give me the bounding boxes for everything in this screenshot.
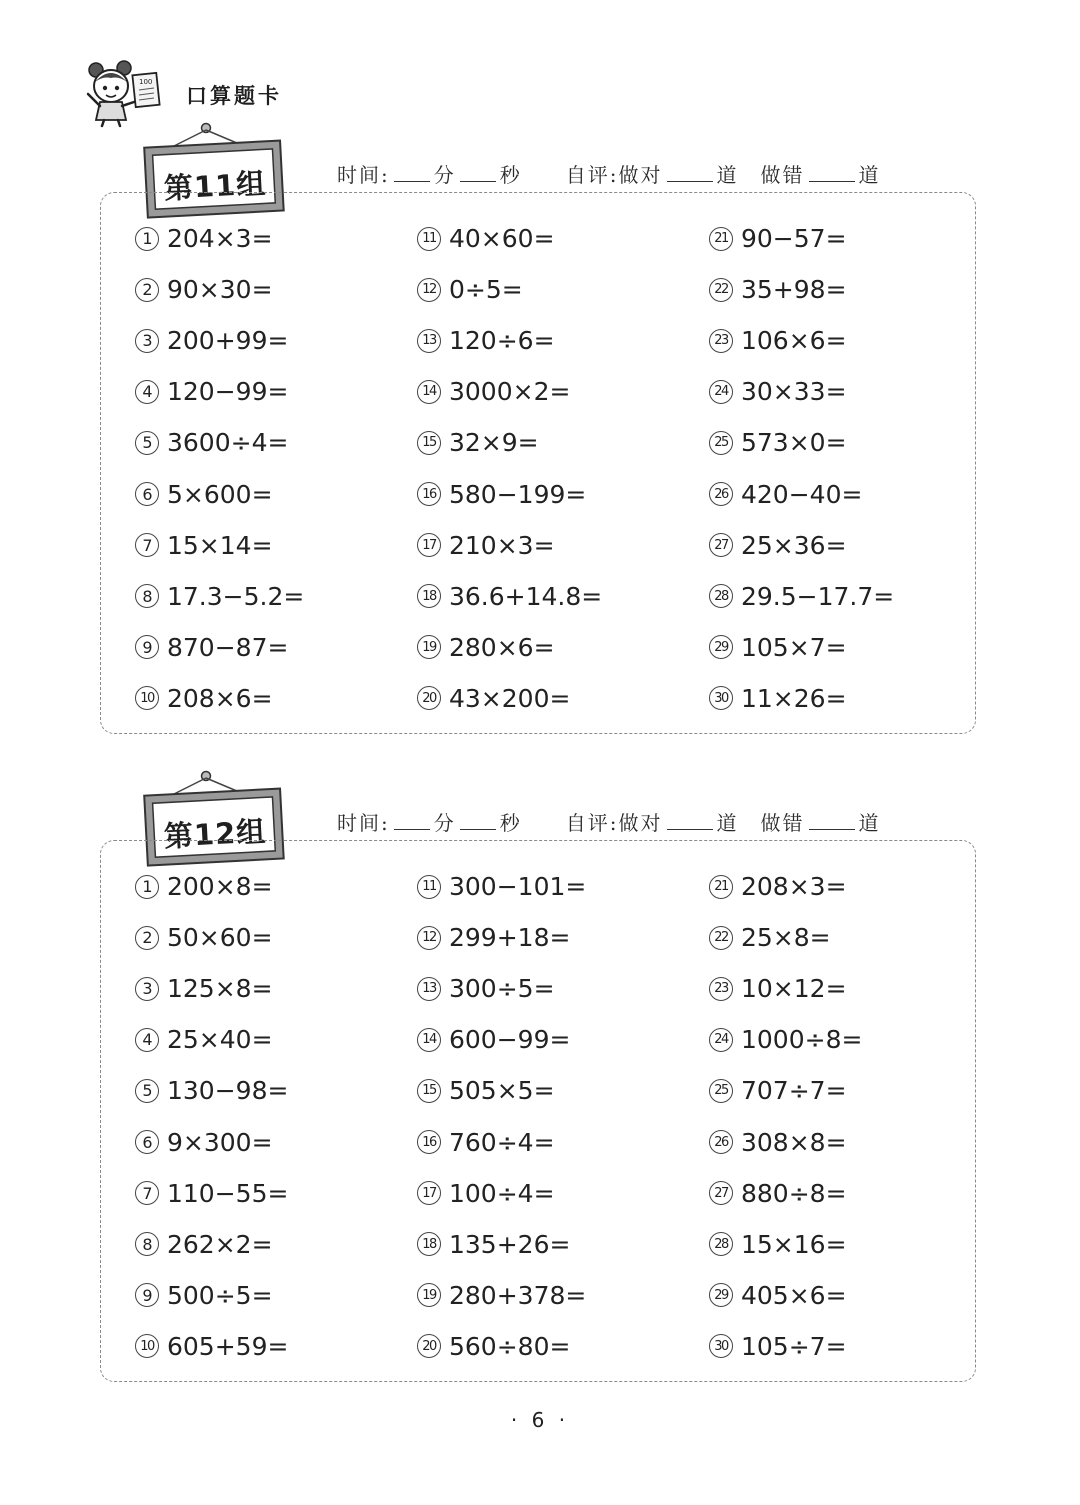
problem-expression: 600−99=	[449, 1025, 571, 1055]
problem-item	[135, 1116, 288, 1167]
problem-number-badge: 21	[709, 227, 733, 251]
problem-number-badge: 23	[709, 977, 733, 1001]
score-meta-line	[337, 159, 881, 188]
problem-number-badge: 10	[135, 1334, 159, 1358]
problem-number-badge: 14	[417, 380, 441, 404]
problem-item	[135, 622, 304, 673]
problem-item	[417, 1321, 586, 1372]
problem-number-badge: 1	[135, 875, 159, 899]
problem-number-badge: 2	[135, 926, 159, 950]
problem-expression: 125×8=	[167, 974, 273, 1004]
problem-expression: 120÷6=	[449, 326, 555, 356]
minute-label: 分	[433, 163, 456, 187]
problem-expression: 106×6=	[741, 326, 847, 356]
problem-item	[709, 315, 894, 366]
problem-expression: 17.3−5.2=	[167, 581, 305, 611]
problem-number-badge: 14	[417, 1028, 441, 1052]
problem-expression: 280+378=	[449, 1280, 587, 1310]
problem-number-badge: 8	[135, 584, 159, 608]
problem-number-badge: 22	[709, 926, 733, 950]
problem-item	[135, 1168, 288, 1219]
problem-expression: 90×30=	[167, 275, 273, 305]
page-header	[84, 58, 384, 128]
problem-expression: 405×6=	[741, 1280, 847, 1310]
problem-expression: 43×200=	[449, 683, 571, 713]
page-number: · 6 ·	[510, 1408, 570, 1432]
problem-number-badge: 17	[417, 1181, 441, 1205]
problem-expression: 32×9=	[449, 428, 539, 458]
problem-item	[417, 468, 602, 519]
problem-item	[135, 417, 304, 468]
problem-item	[709, 213, 894, 264]
problem-expression: 105×7=	[741, 632, 847, 662]
problem-item	[135, 1270, 288, 1321]
problem-expression: 870−87=	[167, 632, 289, 662]
problem-number-badge: 30	[709, 686, 733, 710]
problem-expression: 105÷7=	[741, 1331, 847, 1361]
problem-item	[709, 1065, 862, 1116]
problem-expression: 299+18=	[449, 923, 571, 953]
problem-expression: 500÷5=	[167, 1280, 273, 1310]
score-meta-line	[337, 807, 881, 836]
time-label: 时间:	[337, 811, 390, 835]
problem-expression: 25×40=	[167, 1025, 273, 1055]
problem-number-badge: 26	[709, 482, 733, 506]
problem-number-badge: 30	[709, 1334, 733, 1358]
problem-expression: 50×60=	[167, 923, 273, 953]
correct-count-blank[interactable]	[667, 813, 713, 830]
problem-expression: 3600÷4=	[167, 428, 289, 458]
problem-number-badge: 19	[417, 1283, 441, 1307]
problem-number-badge: 16	[417, 482, 441, 506]
problem-item	[709, 622, 894, 673]
problem-expression: 605+59=	[167, 1331, 289, 1361]
problem-expression: 204×3=	[167, 224, 273, 254]
problem-number-badge: 12	[417, 278, 441, 302]
problem-expression: 15×16=	[741, 1229, 847, 1259]
problem-number-badge: 27	[709, 1181, 733, 1205]
problem-item	[709, 468, 894, 519]
problem-expression: 300−101=	[449, 872, 587, 902]
problem-expression: 36.6+14.8=	[449, 581, 603, 611]
problem-number-badge: 4	[135, 380, 159, 404]
problem-item	[417, 315, 602, 366]
problem-expression: 580−199=	[449, 479, 587, 509]
problem-item	[135, 520, 304, 571]
wrong-count-blank[interactable]	[809, 165, 855, 182]
problem-number-badge: 3	[135, 329, 159, 353]
problem-expression: 110−55=	[167, 1178, 289, 1208]
problem-number-badge: 6	[135, 482, 159, 506]
problem-expression: 120−99=	[167, 377, 289, 407]
problem-item	[135, 571, 304, 622]
problem-item	[709, 1321, 862, 1372]
problem-expression: 25×8=	[741, 923, 831, 953]
problem-expression: 29.5−17.7=	[741, 581, 895, 611]
problem-item	[417, 861, 586, 912]
problem-number-badge: 11	[417, 875, 441, 899]
problem-item	[135, 468, 304, 519]
problem-number-badge: 6	[135, 1130, 159, 1154]
problem-expression: 9×300=	[167, 1127, 273, 1157]
wrong-label: 做错	[760, 163, 805, 187]
problem-number-badge: 2	[135, 278, 159, 302]
problem-number-badge: 17	[417, 533, 441, 557]
problems-box	[100, 840, 976, 1382]
problem-number-badge: 13	[417, 329, 441, 353]
problem-number-badge: 9	[135, 635, 159, 659]
problem-item	[417, 912, 586, 963]
second-label: 秒	[499, 811, 522, 835]
problem-expression: 560÷80=	[449, 1331, 571, 1361]
problem-expression: 880÷8=	[741, 1178, 847, 1208]
correct-unit-label: 道	[716, 163, 739, 187]
problem-item	[709, 1014, 862, 1065]
problem-expression: 505×5=	[449, 1076, 555, 1106]
problem-expression: 208×6=	[167, 683, 273, 713]
problem-number-badge: 3	[135, 977, 159, 1001]
problem-column	[417, 861, 586, 1372]
wrong-unit-label: 道	[858, 163, 881, 187]
wrong-count-blank[interactable]	[809, 813, 855, 830]
problem-column	[417, 213, 602, 724]
problem-expression: 262×2=	[167, 1229, 273, 1259]
problem-expression: 40×60=	[449, 224, 555, 254]
problem-number-badge: 11	[417, 227, 441, 251]
problem-item	[135, 213, 304, 264]
problem-item	[417, 520, 602, 571]
problem-item	[135, 1014, 288, 1065]
problem-number-badge: 5	[135, 1079, 159, 1103]
problem-expression: 11×26=	[741, 683, 847, 713]
problem-number-badge: 20	[417, 686, 441, 710]
mascot-sign-text: 100	[139, 78, 153, 86]
problem-item	[417, 417, 602, 468]
problem-expression: 760÷4=	[449, 1127, 555, 1157]
minute-label: 分	[433, 811, 456, 835]
problem-item	[135, 1219, 288, 1270]
problem-item	[709, 673, 894, 724]
problem-item	[417, 264, 602, 315]
mascot-girl-icon	[84, 58, 176, 128]
problem-item	[709, 1168, 862, 1219]
problem-number-badge: 18	[417, 1232, 441, 1256]
problem-item	[709, 520, 894, 571]
problem-expression: 280×6=	[449, 632, 555, 662]
time-label: 时间:	[337, 163, 390, 187]
problem-expression: 5×600=	[167, 479, 273, 509]
problem-item	[709, 1270, 862, 1321]
wrong-label: 做错	[760, 811, 805, 835]
problem-item	[709, 571, 894, 622]
problem-expression: 10×12=	[741, 974, 847, 1004]
problem-item	[417, 1270, 586, 1321]
minute-blank[interactable]	[394, 165, 430, 182]
problem-item	[709, 366, 894, 417]
problem-item	[417, 1065, 586, 1116]
problem-item	[417, 1116, 586, 1167]
problem-item	[417, 571, 602, 622]
problem-item	[135, 315, 304, 366]
problem-number-badge: 5	[135, 431, 159, 455]
problem-item	[417, 622, 602, 673]
problem-item	[417, 963, 586, 1014]
problem-expression: 200+99=	[167, 326, 289, 356]
problem-item	[417, 1219, 586, 1270]
problem-item	[709, 963, 862, 1014]
group-title: 第12组	[163, 814, 268, 854]
second-blank[interactable]	[460, 165, 496, 182]
self-eval-label: 自评:做对	[565, 811, 663, 835]
problem-expression: 573×0=	[741, 428, 847, 458]
problem-number-badge: 27	[709, 533, 733, 557]
problem-number-badge: 23	[709, 329, 733, 353]
page-title: 口算题卡	[186, 84, 282, 108]
problem-expression: 420−40=	[741, 479, 863, 509]
problem-number-badge: 22	[709, 278, 733, 302]
problem-number-badge: 25	[709, 1079, 733, 1103]
problem-item	[709, 861, 862, 912]
problem-item	[135, 963, 288, 1014]
problem-item	[135, 1065, 288, 1116]
group-title: 第11组	[163, 166, 268, 206]
problem-number-badge: 25	[709, 431, 733, 455]
problem-number-badge: 12	[417, 926, 441, 950]
problem-number-badge: 13	[417, 977, 441, 1001]
problem-expression: 15×14=	[167, 530, 273, 560]
problem-item	[709, 912, 862, 963]
problem-number-badge: 7	[135, 1181, 159, 1205]
problem-number-badge: 7	[135, 533, 159, 557]
problem-expression: 308×8=	[741, 1127, 847, 1157]
problem-number-badge: 24	[709, 1028, 733, 1052]
problem-expression: 135+26=	[449, 1229, 571, 1259]
problem-item	[135, 861, 288, 912]
problem-column	[135, 861, 288, 1372]
correct-unit-label: 道	[716, 811, 739, 835]
problem-item	[417, 213, 602, 264]
problem-expression: 35+98=	[741, 275, 847, 305]
problem-number-badge: 28	[709, 1232, 733, 1256]
problem-expression: 3000×2=	[449, 377, 571, 407]
problem-number-badge: 24	[709, 380, 733, 404]
problem-expression: 210×3=	[449, 530, 555, 560]
problem-expression: 707÷7=	[741, 1076, 847, 1106]
problem-item	[417, 1014, 586, 1065]
problem-expression: 300÷5=	[449, 974, 555, 1004]
problem-number-badge: 28	[709, 584, 733, 608]
problem-item	[135, 912, 288, 963]
problem-number-badge: 29	[709, 1283, 733, 1307]
problem-number-badge: 4	[135, 1028, 159, 1052]
problem-number-badge: 20	[417, 1334, 441, 1358]
problem-expression: 0÷5=	[449, 275, 523, 305]
problem-number-badge: 8	[135, 1232, 159, 1256]
problem-expression: 1000÷8=	[741, 1025, 863, 1055]
problem-number-badge: 26	[709, 1130, 733, 1154]
problem-column	[709, 213, 894, 724]
problems-box	[100, 192, 976, 734]
problem-number-badge: 1	[135, 227, 159, 251]
problem-item	[709, 264, 894, 315]
problem-item	[135, 673, 304, 724]
problem-expression: 130−98=	[167, 1076, 289, 1106]
problem-number-badge: 29	[709, 635, 733, 659]
problem-item	[135, 366, 304, 417]
problem-expression: 90−57=	[741, 224, 847, 254]
problem-column	[135, 213, 304, 724]
problem-expression: 208×3=	[741, 872, 847, 902]
problem-expression: 30×33=	[741, 377, 847, 407]
self-eval-label: 自评:做对	[565, 163, 663, 187]
minute-blank[interactable]	[394, 813, 430, 830]
second-label: 秒	[499, 163, 522, 187]
problem-expression: 100÷4=	[449, 1178, 555, 1208]
problem-number-badge: 19	[417, 635, 441, 659]
problem-number-badge: 10	[135, 686, 159, 710]
problem-expression: 25×36=	[741, 530, 847, 560]
problem-item	[135, 1321, 288, 1372]
problem-number-badge: 15	[417, 431, 441, 455]
problem-number-badge: 9	[135, 1283, 159, 1307]
problem-item	[417, 1168, 586, 1219]
problem-number-badge: 18	[417, 584, 441, 608]
problem-item	[417, 366, 602, 417]
problem-item	[135, 264, 304, 315]
problem-item	[709, 1219, 862, 1270]
problem-number-badge: 16	[417, 1130, 441, 1154]
wrong-unit-label: 道	[858, 811, 881, 835]
problem-item	[709, 417, 894, 468]
problem-item	[417, 673, 602, 724]
problem-column	[709, 861, 862, 1372]
problem-item	[709, 1116, 862, 1167]
second-blank[interactable]	[460, 813, 496, 830]
correct-count-blank[interactable]	[667, 165, 713, 182]
problem-number-badge: 21	[709, 875, 733, 899]
problem-expression: 200×8=	[167, 872, 273, 902]
problem-number-badge: 15	[417, 1079, 441, 1103]
